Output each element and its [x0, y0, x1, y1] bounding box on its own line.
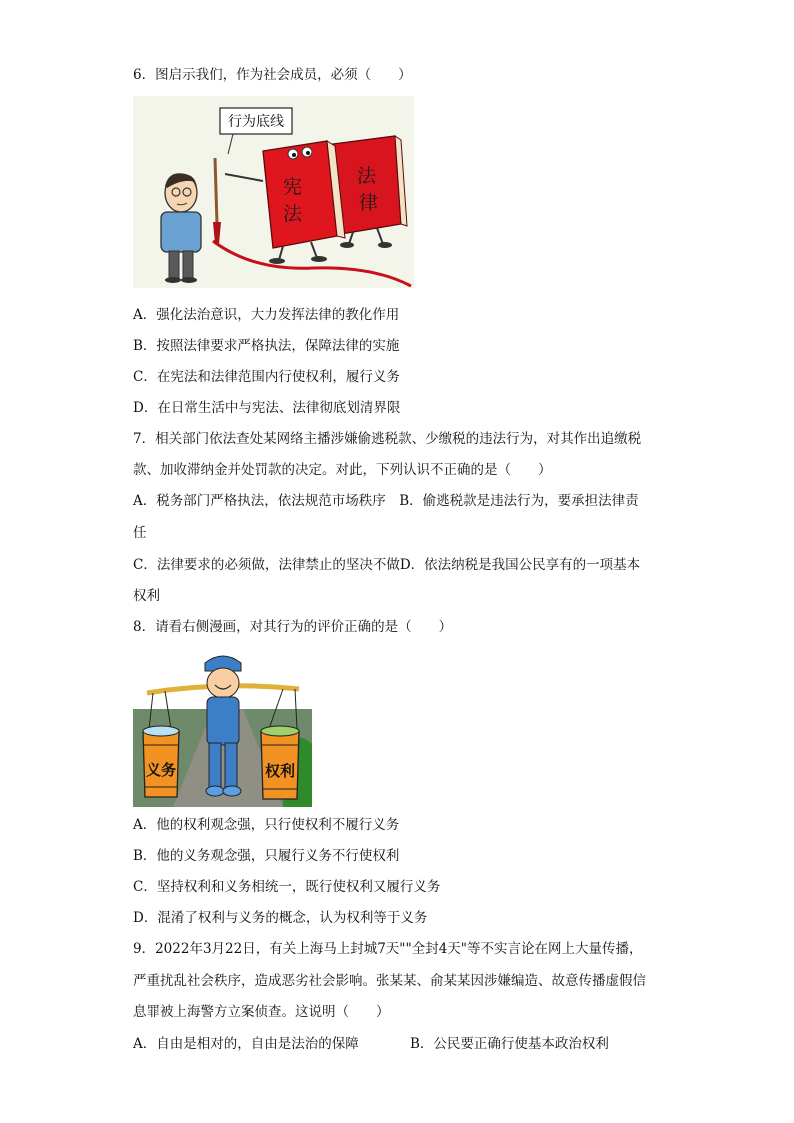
q6-stem: 6．图启示我们，作为社会成员，必须（ ）: [133, 67, 412, 83]
q7-options-line3: C．法律要求的必须做，法律禁止的坚决不做D．依法纳税是我国公民享有的一项基本: [133, 557, 641, 573]
q6-option-a: A．强化法治意识，大力发挥法律的教化作用: [133, 307, 400, 323]
q6-cartoon-image: [133, 96, 414, 288]
q7-options-line4: 权利: [133, 588, 160, 604]
svg-text:律: 律: [359, 192, 379, 214]
q9-stem-line2: 严重扰乱社会秩序，造成恶劣社会影响。张某某、俞某某因涉嫌编造、故意传播虚假信: [133, 973, 646, 989]
svg-text:宪: 宪: [283, 176, 303, 198]
svg-text:法: 法: [283, 203, 303, 225]
q7-stem-line1: 7．相关部门依法查处某网络主播涉嫌偷逃税款、少缴税的违法行为，对其作出追缴税: [133, 431, 642, 447]
q8-option-d: D．混淆了权利与义务的概念，认为权利等于义务: [133, 910, 428, 926]
q8-stem: 8．请看右侧漫画，对其行为的评价正确的是（ ）: [133, 619, 453, 635]
q7-stem-line2: 款、加收滞纳金并处罚款的决定。对此，下列认识不正确的是（ ）: [133, 462, 552, 478]
q8-option-a: A．他的权利观念强，只行使权利不履行义务: [133, 817, 400, 833]
duty-bucket: [143, 726, 179, 797]
q8-cartoon-image: [133, 649, 312, 807]
q6-option-d: D．在日常生活中与宪法、法律彻底划清界限: [133, 400, 401, 416]
q7-options-line1: A．税务部门严格执法，依法规范市场秩序 B．偷逃税款是违法行为，要承担法律责: [133, 493, 639, 509]
q9-stem-line1: 9．2022年3月22日，有关上海马上封城7天""全封4天"等不实言论在网上大量传播，: [133, 941, 643, 957]
q8-option-b: B．他的义务观念强，只履行义务不行使权利: [133, 848, 400, 864]
q7-options-line2: 任: [133, 525, 147, 541]
q6-option-b: B．按照法律要求严格执法，保障法律的实施: [133, 338, 400, 354]
q8-option-c: C．坚持权利和义务相统一，既行使权利又履行义务: [133, 879, 441, 895]
right-bucket: [261, 726, 299, 799]
svg-text:法: 法: [357, 165, 377, 187]
q6-option-c: C．在宪法和法律范围内行使权利，履行义务: [133, 369, 400, 385]
q9-stem-line3: 息罪被上海警方立案侦查。这说明（ ）: [133, 1004, 390, 1020]
sign-text: 行为底线: [228, 114, 284, 130]
q9-option-b: B．公民要正确行使基本政治权利: [410, 1036, 609, 1052]
svg-text:权利: 权利: [264, 762, 296, 780]
svg-text:义务: 义务: [145, 761, 177, 779]
q9-option-a: A．自由是相对的，自由是法治的保障: [133, 1036, 359, 1052]
